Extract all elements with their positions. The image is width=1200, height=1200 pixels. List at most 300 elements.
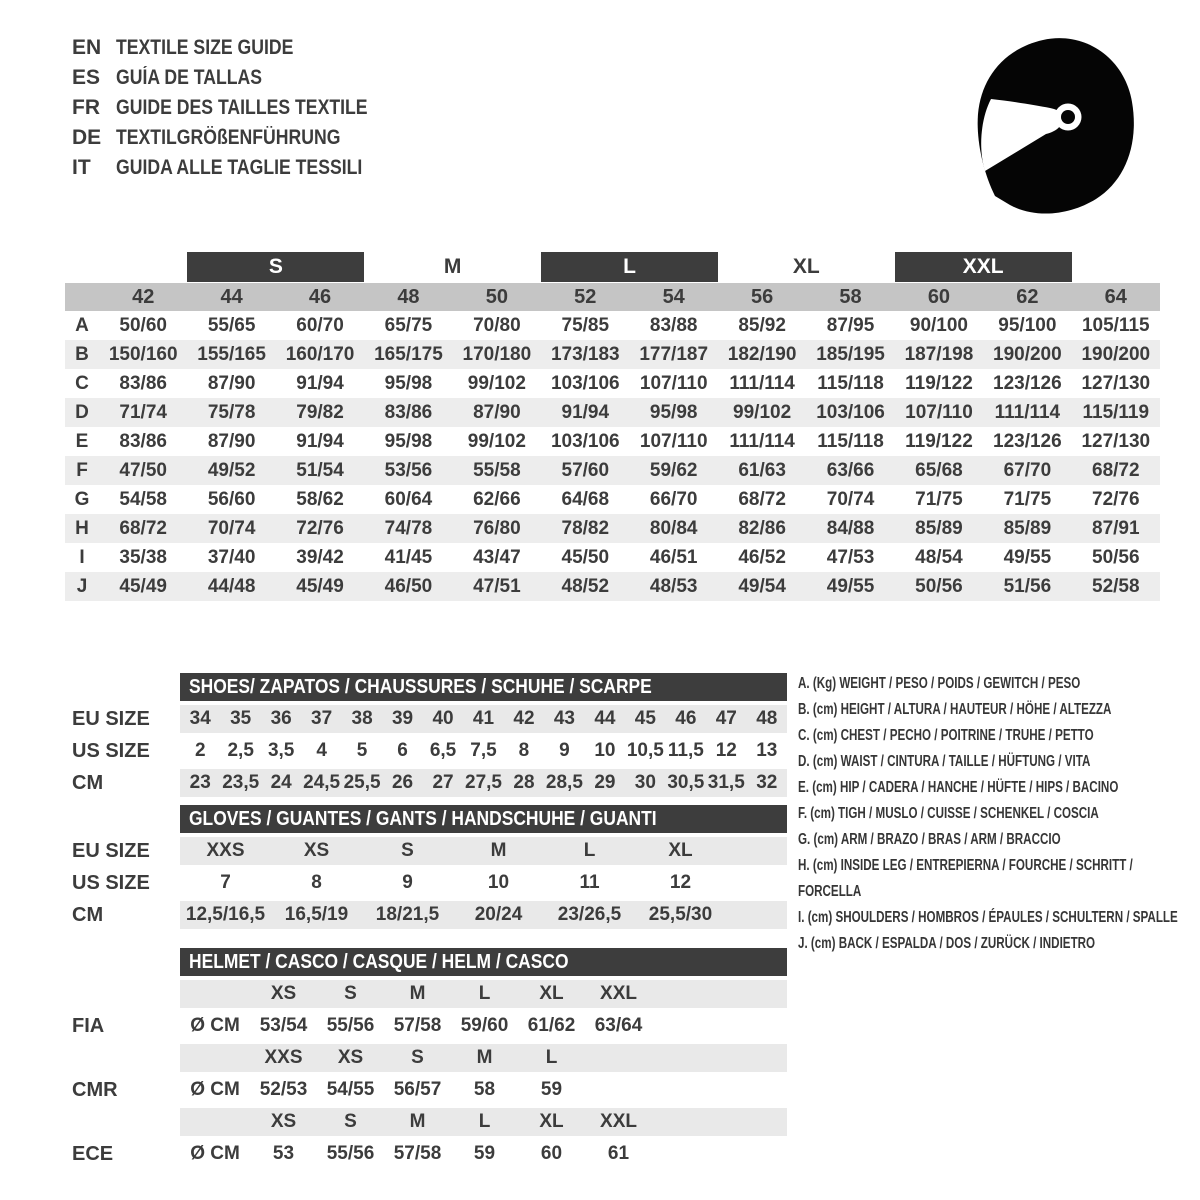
filler-cell	[652, 980, 787, 1008]
measurement-value-cell: 160/170	[285, 343, 355, 365]
numeric-size-header-row	[65, 283, 1160, 311]
corner-cell	[65, 283, 99, 311]
measurement-value-cell: 105/115	[1081, 314, 1150, 336]
value-cell: 37	[301, 705, 341, 733]
value-cell: 9	[559, 740, 570, 761]
measurement-value-cell: 103/106	[816, 401, 885, 423]
language-code: FR	[72, 96, 100, 119]
measurement-value-cell: 95/98	[384, 430, 433, 452]
language-row	[72, 93, 415, 123]
measurement-value-cell: 68/72	[1092, 459, 1140, 481]
language-title	[116, 66, 290, 90]
size-group-header-row	[65, 252, 1160, 282]
row-label: US SIZE	[72, 739, 150, 762]
value-cell: 43	[544, 705, 584, 733]
measurement-value-cell: 72/76	[1092, 488, 1140, 510]
value-cell: 63/64	[594, 1015, 643, 1036]
row-letter: B	[75, 343, 89, 365]
measurement-value-cell: 85/92	[738, 314, 786, 336]
measurement-value-cell: 123/126	[993, 430, 1062, 452]
value-cell: 25,5/30	[635, 901, 726, 929]
measurement-value-cell: 50/56	[1092, 546, 1140, 568]
filler-cell	[726, 869, 787, 897]
row-letter: J	[76, 575, 88, 597]
value-cell: 23,5	[220, 769, 260, 797]
value-cell: 30,5	[666, 769, 706, 797]
measurement-value-cell: 70/80	[473, 314, 521, 336]
value-cell: 11	[579, 872, 600, 893]
value-cell: 35	[220, 705, 260, 733]
measurement-value-cell: 68/72	[738, 488, 786, 510]
legend-item: E. (cm) HIP / CADERA / HANCHE / HÜFTE / HIPS / BACINO	[798, 779, 1119, 796]
size-header-cell: L	[451, 980, 518, 1008]
measurement-value-cell: 63/66	[826, 459, 875, 481]
measurement-legend	[798, 671, 1188, 957]
measurement-row	[65, 572, 1160, 601]
measurement-value-cell: 60/70	[296, 314, 344, 336]
measurement-value-cell: 127/130	[1081, 430, 1151, 452]
measurement-value-cell: 107/110	[905, 401, 973, 423]
row-letter: A	[75, 314, 89, 336]
value-cell: 12	[669, 872, 692, 893]
measurement-value-cell: 78/82	[561, 517, 610, 539]
gloves-title-bar	[180, 805, 787, 833]
measurement-value-cell: 58/62	[296, 488, 344, 510]
row-letter: E	[75, 430, 89, 452]
language-row	[72, 153, 415, 183]
measurement-value-cell: 75/78	[207, 401, 256, 423]
language-code: IT	[72, 156, 91, 179]
helmet-size-header-row	[65, 980, 787, 1008]
gloves-size-table	[65, 805, 787, 929]
measurement-value-cell: 51/54	[296, 459, 344, 481]
value-cell: 32	[747, 769, 787, 797]
filler-cell	[652, 1012, 787, 1040]
measurement-value-cell: 71/75	[1003, 488, 1052, 510]
value-cell: 61	[607, 1143, 630, 1164]
value-cell: 23	[180, 769, 220, 797]
size-header-cell	[585, 1044, 652, 1072]
measurement-value-cell: 83/88	[649, 314, 698, 336]
table-row	[65, 901, 787, 929]
shoes-title: SHOES/ ZAPATOS / CHAUSSURES / SCHUHE / SCARPE	[189, 675, 652, 698]
value-cell: 7,5	[470, 740, 497, 761]
row-letter: G	[74, 488, 90, 510]
row-label	[65, 1044, 180, 1072]
measurement-value-cell: 60/64	[384, 488, 433, 510]
size-header-cell: XL	[518, 980, 585, 1008]
row-letter: D	[75, 401, 89, 423]
value-cell: 34	[180, 705, 220, 733]
measurement-value-cell: 56/60	[207, 488, 256, 510]
legend-item: H. (cm) INSIDE LEG / ENTREPIERNA / FOURCHE / SCHRITT / FORCELLA	[798, 857, 1133, 900]
value-cell: XS	[271, 837, 362, 865]
measurement-value-cell: 43/47	[473, 546, 521, 568]
measurement-row	[65, 398, 1160, 427]
value-cell: 40	[423, 705, 463, 733]
measurement-value-cell: 71/75	[915, 488, 963, 510]
language-title	[116, 36, 327, 60]
measurement-value-cell: 64/68	[561, 488, 610, 510]
measurement-value-cell: 39/42	[296, 546, 344, 568]
filler-cell	[652, 1108, 787, 1136]
size-group-header: XL	[792, 255, 820, 278]
measurement-value-cell: 185/195	[816, 343, 885, 365]
value-cell: 60	[540, 1143, 563, 1164]
size-header-cell: 46	[308, 285, 332, 308]
language-title-text: GUIDE DES TAILLES TEXTILE	[116, 96, 368, 119]
value-cell: L	[544, 837, 635, 865]
value-cell: 18/21,5	[362, 901, 453, 929]
value-cell: 8	[518, 740, 530, 761]
value-cell: 36	[261, 705, 301, 733]
language-title-text: TEXTILE SIZE GUIDE	[116, 36, 294, 59]
measurement-value-cell: 68/72	[119, 517, 167, 539]
measurement-value-cell: 182/190	[727, 343, 797, 365]
measurement-value-cell: 49/52	[207, 459, 256, 481]
measurement-value-cell: 62/66	[473, 488, 521, 510]
measurement-value-cell: 119/122	[905, 430, 973, 452]
row-label: EU SIZE	[72, 707, 150, 730]
helmet-size-header-row	[65, 1044, 787, 1072]
value-cell: 2	[194, 740, 206, 761]
legend-item: G. (cm) ARM / BRAZO / BRAS / ARM / BRACCIO	[798, 831, 1061, 848]
size-header-cell: XS	[317, 1044, 384, 1072]
row-label: CMR	[72, 1078, 118, 1101]
value-cell: 56/57	[393, 1079, 442, 1100]
measurement-value-cell: 55/58	[473, 459, 521, 481]
value-cell: 6	[397, 740, 408, 761]
gloves-title: GLOVES / GUANTES / GANTS / HANDSCHUHE / GUANTI	[189, 807, 657, 830]
value-cell: M	[453, 837, 544, 865]
measurement-value-cell: 66/70	[649, 488, 698, 510]
value-cell: XL	[635, 837, 726, 865]
measurement-value-cell: 37/40	[207, 546, 256, 568]
measurement-value-cell: 173/183	[550, 343, 620, 365]
measurement-value-cell: 49/55	[826, 575, 875, 597]
value-cell: 13	[756, 740, 778, 761]
size-group-header: M	[443, 255, 462, 278]
measurement-row	[65, 340, 1160, 369]
shoes-title-bar	[180, 673, 787, 701]
measurement-value-cell: 48/54	[915, 546, 963, 568]
size-header-cell: 64	[1104, 285, 1127, 308]
helmet-value-row	[65, 1012, 787, 1040]
measurement-value-cell: 79/82	[296, 401, 344, 423]
row-label	[65, 980, 180, 1008]
measurement-value-cell: 55/65	[207, 314, 256, 336]
value-cell: 55/56	[326, 1015, 375, 1036]
measurement-value-cell: 74/78	[384, 517, 433, 539]
measurement-value-cell: 46/52	[738, 546, 786, 568]
measurement-value-cell: 45/49	[119, 575, 167, 597]
measurement-row	[65, 543, 1160, 572]
measurement-value-cell: 49/54	[738, 575, 786, 597]
size-header-cell: 44	[220, 285, 243, 308]
measurement-value-cell: 150/160	[108, 343, 178, 365]
language-title-text: TEXTILGRÖßENFÜHRUNG	[116, 126, 341, 149]
measurement-value-cell: 48/53	[649, 575, 698, 597]
measurement-value-cell: 91/94	[296, 430, 344, 452]
measurement-value-cell: 190/200	[993, 343, 1062, 365]
measurement-row	[65, 456, 1160, 485]
value-cell: 61/62	[527, 1015, 576, 1036]
measurement-value-cell: 111/114	[994, 401, 1061, 423]
row-label: FIA	[72, 1014, 105, 1037]
racing-helmet-icon	[948, 22, 1178, 222]
value-cell: 25,5	[342, 769, 382, 797]
language-code: EN	[72, 36, 102, 59]
size-group-header: XXL	[895, 252, 1072, 282]
measurement-value-cell: 50/60	[119, 314, 167, 336]
measurement-value-cell: 155/165	[197, 343, 266, 365]
measurement-value-cell: 46/51	[649, 546, 698, 568]
value-cell: 29	[585, 769, 625, 797]
measurement-value-cell: 83/86	[384, 401, 433, 423]
value-cell: 57/58	[393, 1143, 442, 1164]
measurement-value-cell: 65/68	[915, 459, 963, 481]
garment-size-table	[65, 252, 1160, 601]
value-cell: 24,5	[301, 769, 341, 797]
measurement-value-cell: 91/94	[561, 401, 610, 423]
value-cell: 8	[311, 872, 322, 893]
value-cell: 48	[747, 705, 787, 733]
measurement-value-cell: 91/94	[296, 372, 344, 394]
measurement-value-cell: 99/102	[467, 372, 526, 394]
language-title-text: GUÍA DE TALLAS	[116, 66, 263, 89]
measurement-row	[65, 427, 1160, 456]
value-cell: 47	[706, 705, 746, 733]
value-cell: 24	[261, 769, 301, 797]
value-cell: 59/60	[460, 1015, 509, 1036]
measurement-value-cell: 99/102	[733, 401, 792, 423]
size-header-cell: XXL	[585, 980, 652, 1008]
value-cell: 23/26,5	[544, 901, 635, 929]
table-row	[65, 837, 787, 865]
measurement-value-cell: 87/90	[207, 372, 256, 394]
measurement-row	[65, 514, 1160, 543]
size-group-header: L	[541, 252, 718, 282]
measurement-value-cell: 99/102	[467, 430, 526, 452]
size-header-cell: XXL	[585, 1108, 652, 1136]
table-row	[65, 769, 787, 797]
value-cell: 10,5	[626, 740, 664, 761]
unit-cell: Ø CM	[190, 1015, 240, 1036]
size-group-header: S	[187, 252, 364, 282]
value-cell: 10	[487, 872, 510, 893]
size-header-cell: 56	[750, 285, 774, 308]
size-header-cell: S	[317, 1108, 384, 1136]
value-cell: 44	[585, 705, 625, 733]
measurement-value-cell: 119/122	[905, 372, 973, 394]
measurement-value-cell: 87/91	[1092, 517, 1140, 539]
unit-header-cell	[180, 980, 250, 1008]
measurement-value-cell: 70/74	[826, 488, 875, 510]
row-label	[65, 1108, 180, 1136]
size-header-cell: 62	[1016, 285, 1039, 308]
measurement-value-cell: 80/84	[649, 517, 698, 539]
size-header-cell: L	[518, 1044, 585, 1072]
measurement-value-cell: 47/53	[826, 546, 875, 568]
measurement-value-cell: 190/200	[1081, 343, 1151, 365]
row-label: CM	[72, 771, 104, 794]
size-header-cell: 42	[132, 285, 155, 308]
measurement-value-cell: 115/118	[817, 430, 884, 452]
value-cell: 57/58	[393, 1015, 442, 1036]
value-cell: 42	[504, 705, 544, 733]
value-cell: 55/56	[326, 1143, 375, 1164]
measurement-value-cell: 85/89	[1003, 517, 1052, 539]
measurement-value-cell: 83/86	[119, 372, 167, 394]
legend-item: B. (cm) HEIGHT / ALTURA / HAUTEUR / HÖHE / ALTEZZA	[798, 701, 1112, 718]
measurement-value-cell: 187/198	[904, 343, 974, 365]
value-cell: 27	[423, 769, 463, 797]
value-cell: 28,5	[544, 769, 584, 797]
size-header-cell: 58	[839, 285, 862, 308]
value-cell: 28	[504, 769, 544, 797]
measurement-value-cell: 107/110	[639, 372, 708, 394]
size-header-cell: 48	[397, 285, 420, 308]
value-cell: 45	[625, 705, 665, 733]
helmet-value-row	[65, 1140, 787, 1168]
value-cell: 27,5	[463, 769, 503, 797]
value-cell: 41	[463, 705, 503, 733]
filler-cell	[652, 1044, 787, 1072]
value-cell: 26	[382, 769, 422, 797]
measurement-value-cell: 45/50	[561, 546, 610, 568]
filler-cell	[652, 1076, 787, 1104]
helmet-size-table	[65, 948, 787, 1168]
measurement-value-cell: 83/86	[119, 430, 167, 452]
value-cell: 38	[342, 705, 382, 733]
measurement-value-cell: 72/76	[296, 517, 344, 539]
value-cell: S	[362, 837, 453, 865]
language-title-list	[72, 33, 415, 183]
value-cell: 2,5	[227, 740, 254, 761]
measurement-value-cell: 165/175	[374, 343, 443, 365]
value-cell: 59	[540, 1079, 563, 1100]
legend-item: D. (cm) WAIST / CINTURA / TAILLE / HÜFTUNG / VITA	[798, 753, 1091, 770]
language-row	[72, 63, 415, 93]
measurement-value-cell: 95/98	[384, 372, 433, 394]
value-cell: 9	[402, 872, 413, 893]
language-title	[116, 96, 415, 120]
unit-cell: Ø CM	[190, 1143, 240, 1164]
measurement-value-cell: 44/48	[207, 575, 256, 597]
value-cell: 11,5	[667, 740, 704, 761]
measurement-row	[65, 311, 1160, 340]
value-cell: 7	[220, 872, 231, 893]
size-header-cell: L	[451, 1108, 518, 1136]
helmet-size-header-row	[65, 1108, 787, 1136]
value-cell: 12	[715, 740, 737, 761]
row-letter: I	[79, 546, 85, 568]
row-letter: H	[75, 517, 89, 539]
value-cell: 46	[666, 705, 706, 733]
size-header-cell: XXS	[250, 1044, 317, 1072]
measurement-value-cell: 47/51	[473, 575, 521, 597]
value-cell: 54/55	[326, 1079, 375, 1100]
language-row	[72, 123, 415, 153]
measurement-value-cell: 82/86	[738, 517, 786, 539]
unit-header-cell	[180, 1044, 250, 1072]
row-letter: F	[76, 459, 88, 481]
measurement-value-cell: 111/114	[729, 430, 795, 452]
value-cell: 6,5	[429, 740, 457, 761]
measurement-value-cell: 57/60	[561, 459, 610, 481]
measurement-value-cell: 115/119	[1082, 401, 1150, 423]
row-label: ECE	[72, 1142, 114, 1165]
helmet-title-bar	[180, 948, 787, 976]
filler-cell	[726, 837, 787, 865]
measurement-value-cell: 103/106	[550, 372, 620, 394]
measurement-value-cell: 70/74	[207, 517, 256, 539]
row-letter: C	[75, 372, 89, 394]
measurement-value-cell: 65/75	[384, 314, 433, 336]
legend-item: A. (Kg) WEIGHT / PESO / POIDS / GEWITCH / PESO	[798, 675, 1081, 692]
size-header-cell: XL	[518, 1108, 585, 1136]
row-label: CM	[72, 903, 104, 926]
measurement-value-cell: 52/58	[1092, 575, 1140, 597]
size-header-cell: 50	[485, 285, 508, 308]
value-cell: 20/24	[453, 901, 544, 929]
table-row	[65, 737, 787, 765]
measurement-value-cell: 49/55	[1003, 546, 1052, 568]
shoes-size-table	[65, 673, 787, 797]
measurement-value-cell: 115/118	[817, 372, 884, 394]
measurement-value-cell: 103/106	[550, 430, 620, 452]
measurement-value-cell: 107/110	[639, 430, 708, 452]
measurement-value-cell: 50/56	[915, 575, 963, 597]
measurement-value-cell: 87/90	[207, 430, 256, 452]
measurement-value-cell: 127/130	[1081, 372, 1151, 394]
value-cell: 53/54	[259, 1015, 308, 1036]
measurement-value-cell: 123/126	[993, 372, 1062, 394]
legend-item: C. (cm) CHEST / PECHO / POITRINE / TRUHE / PETTO	[798, 727, 1094, 744]
size-header-cell: XS	[250, 1108, 317, 1136]
measurement-value-cell: 46/50	[384, 575, 433, 597]
size-header-cell: S	[317, 980, 384, 1008]
measurement-value-cell: 87/90	[473, 401, 521, 423]
legend-item: J. (cm) BACK / ESPALDA / DOS / ZURÜCK / INDIETRO	[798, 935, 1096, 952]
measurement-row	[65, 485, 1160, 514]
unit-header-cell	[180, 1108, 250, 1136]
measurement-value-cell: 59/62	[649, 459, 698, 481]
value-cell: 16,5/19	[271, 901, 362, 929]
value-cell: 52/53	[259, 1079, 308, 1100]
row-label: EU SIZE	[72, 839, 150, 862]
language-code: ES	[72, 66, 101, 89]
value-cell: 53	[272, 1143, 295, 1164]
language-title	[116, 156, 409, 180]
measurement-value-cell: 61/63	[738, 459, 786, 481]
measurement-value-cell: 111/114	[729, 372, 795, 394]
value-cell	[585, 1076, 652, 1104]
helmet-title: HELMET / CASCO / CASQUE / HELM / CASCO	[189, 950, 569, 973]
measurement-value-cell: 47/50	[119, 459, 167, 481]
table-row	[65, 705, 787, 733]
measurement-value-cell: 67/70	[1003, 459, 1052, 481]
measurement-value-cell: 45/49	[296, 575, 344, 597]
value-cell: 31,5	[706, 769, 746, 797]
measurement-value-cell: 54/58	[119, 488, 167, 510]
size-header-cell: 54	[662, 285, 685, 308]
measurement-value-cell: 76/80	[473, 517, 521, 539]
measurement-value-cell: 75/85	[561, 314, 610, 336]
row-label: US SIZE	[72, 871, 150, 894]
value-cell: 3,5	[267, 740, 295, 761]
measurement-value-cell: 84/88	[826, 517, 875, 539]
